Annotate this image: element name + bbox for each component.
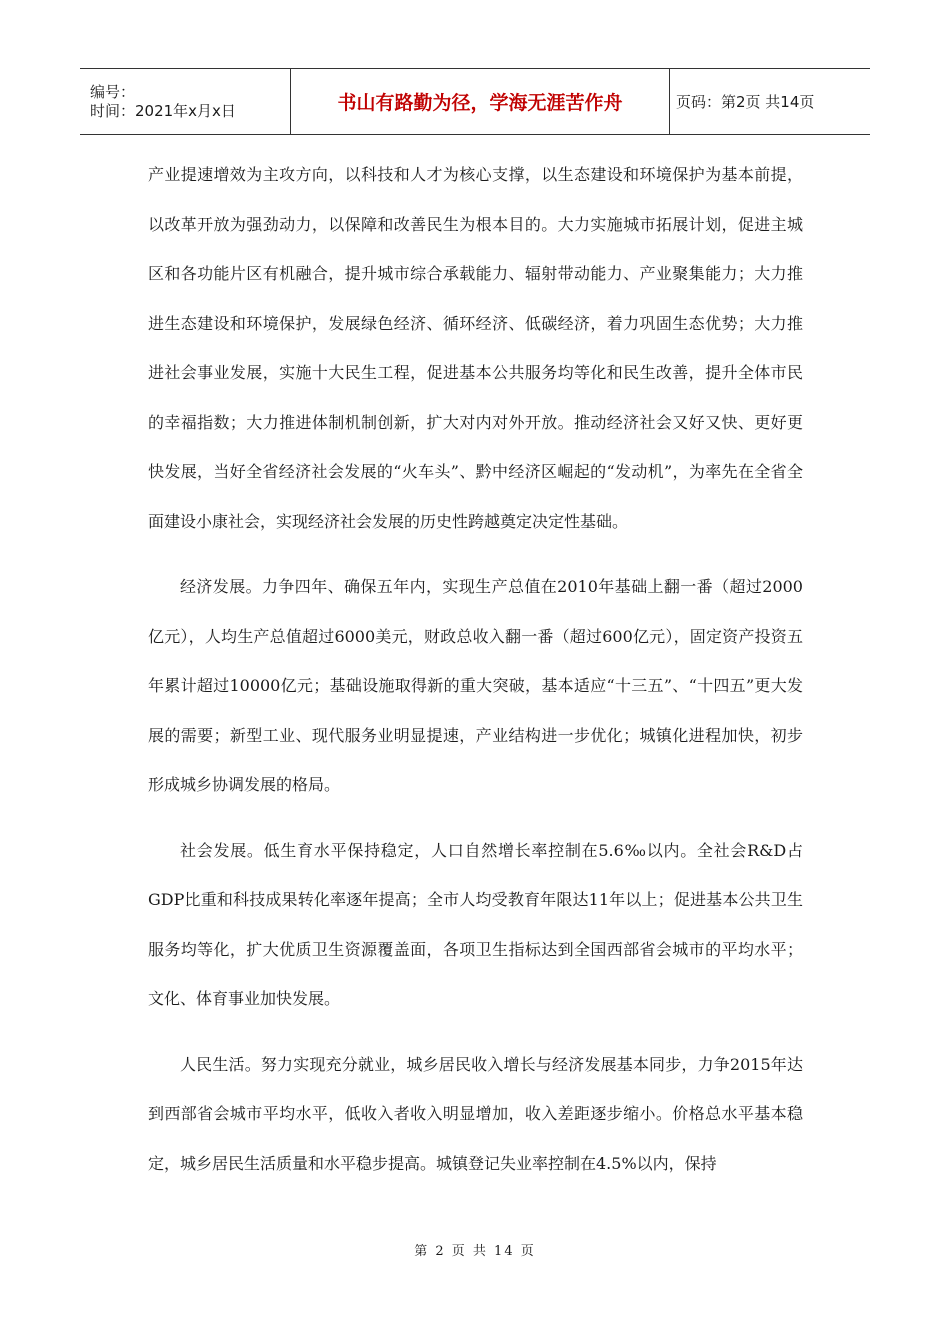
- document-date: 时间：2021年x月x日: [90, 101, 236, 120]
- document-header: [80, 68, 870, 135]
- body-paragraph: 人民生活。努力实现充分就业，城乡居民收入增长与经济发展基本同步，力争2015年达到西部省会城市平均水平，低收入者收入明显增加，收入差距逐步缩小。价格总水平基本稳定，城乡居民生活质量和水平稳步提高。城镇登记失业率控制在4.5%以内，保持: [148, 1054, 803, 1173]
- document-body: [148, 150, 803, 1188]
- header-meta: [80, 69, 291, 135]
- header-motto: 书山有路勤为径，学海无涯苦作舟: [291, 69, 670, 135]
- header-page-info: 页码：第2页 共14页: [670, 69, 871, 135]
- body-paragraph: 经济发展。力争四年、确保五年内，实现生产总值在2010年基础上翻一番（超过2000亿元），人均生产总值超过6000美元，财政总收入翻一番（超过600亿元），固定资产投资五年累计超过10000亿元；基础设施取得新的重大突破，基本适应“十三五”、“十四五”更大发展的需要；新型工业、现代服务业明显提速，产业结构进一步优化；城镇化进程加快，初步形成城乡协调发展的格局。: [148, 577, 803, 794]
- document-number-label: 编号：: [90, 82, 136, 101]
- body-paragraph: 产业提速增效为主攻方向，以科技和人才为核心支撑，以生态建设和环境保护为基本前提，以改革开放为强劲动力，以保障和改善民生为根本目的。大力实施城市拓展计划，促进主城区和各功能片区有机融合，提升城市综合承载能力、辐射带动能力、产业聚集能力；大力推进生态建设和环境保护，发展绿色经济、循环经济、低碳经济，着力巩固生态优势；大力推进社会事业发展，实施十大民生工程，促进基本公共服务均等化和民生改善，提升全体市民的幸福指数；大力推进体制机制创新，扩大对内对外开放。推动经济社会又好又快、更好更快发展，当好全省经济社会发展的“火车头”、黔中经济区崛起的“发动机”，为率先在全省全面建设小康社会，实现经济社会发展的历史性跨越奠定决定性基础。: [148, 165, 803, 531]
- page-footer: 第 2 页 共 14 页: [414, 1244, 536, 1259]
- body-paragraph: 社会发展。低生育水平保持稳定，人口自然增长率控制在5.6‰以内。全社会R&D占GDP比重和科技成果转化率逐年提高；全市人均受教育年限达11年以上；促进基本公共卫生服务均等化，扩大优质卫生资源覆盖面，各项卫生指标达到全国西部省会城市的平均水平；文化、体育事业加快发展。: [148, 840, 803, 1008]
